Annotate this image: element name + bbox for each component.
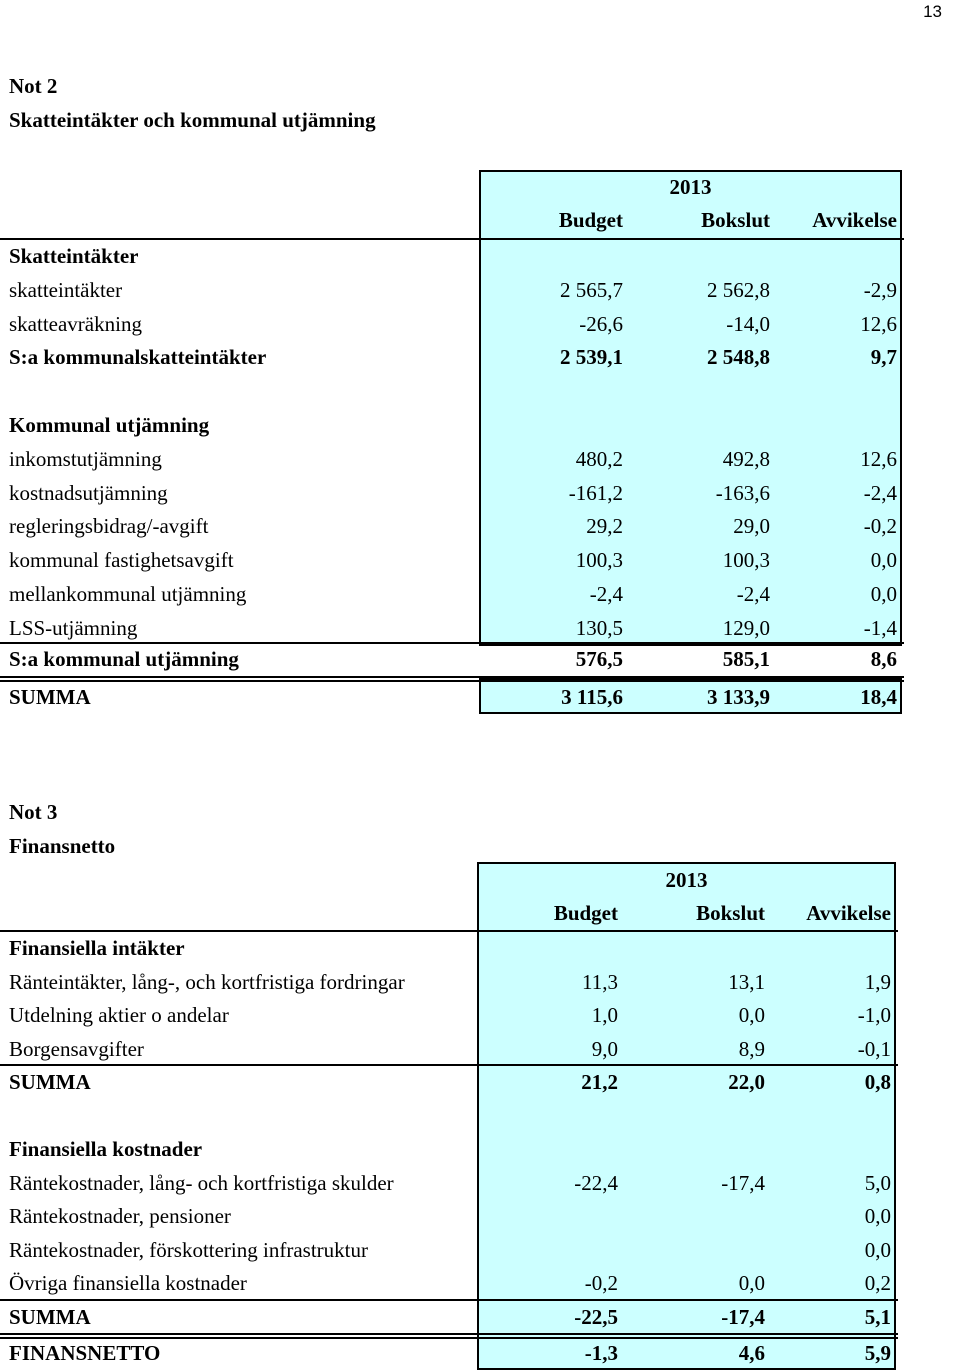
not3-row-label: Räntekostnader, lång- och kortfristiga skulder: [9, 1170, 394, 1195]
not2-row-label: SUMMA: [9, 685, 91, 709]
not3-subtitle: Finansnetto: [9, 834, 116, 858]
not2-row: [0, 612, 960, 645]
not3-row-value-bokslut: 22,0: [728, 1070, 765, 1094]
not2-row-value-budget: -161,2: [568, 480, 623, 505]
not2-row-value-budget: 29,2: [586, 514, 623, 539]
not2-title: Not 2: [9, 74, 58, 98]
not2-row: [0, 375, 960, 408]
not3-row-value-avvikelse: -0,1: [857, 1036, 891, 1061]
not3-row-value-bokslut: 8,9: [738, 1036, 765, 1061]
not2-row-label: Kommunal utjämning: [9, 413, 210, 437]
not2-row-value-bokslut: 100,3: [722, 548, 770, 573]
not2-row-value-avvikelse: 12,6: [860, 446, 897, 471]
not3-row: [0, 1100, 960, 1133]
not3-year: 2013: [665, 868, 708, 892]
not3-row-label: Borgensavgifter: [9, 1036, 144, 1061]
not2-row: [0, 643, 960, 676]
not2-col-bokslut: Bokslut: [701, 208, 770, 232]
not3-row: [0, 1167, 960, 1200]
not2-row-value-bokslut: 585,1: [722, 647, 770, 671]
not3-row-value-bokslut: -17,4: [721, 1304, 765, 1329]
not2-row: [0, 578, 960, 611]
not2-row-value-avvikelse: 9,7: [870, 345, 897, 370]
not3-title: Not 3: [9, 800, 58, 824]
not2-row-value-budget: 3 115,6: [561, 685, 623, 709]
not2-row-value-avvikelse: -0,2: [863, 514, 897, 539]
not2-year: 2013: [669, 175, 712, 199]
not3-row: [0, 1337, 960, 1370]
not2-row-value-avvikelse: -1,4: [863, 615, 897, 640]
not2-row-value-avvikelse: 0,0: [870, 582, 897, 606]
not2-row: [0, 308, 960, 341]
not3-row-value-budget: -0,2: [584, 1271, 618, 1295]
not2-row-value-bokslut: -14,0: [726, 311, 770, 336]
not2-row-value-budget: 576,5: [575, 647, 623, 671]
not2-row: [0, 544, 960, 577]
not3-row-value-avvikelse: 5,9: [864, 1341, 891, 1365]
not2-row: [0, 341, 960, 374]
not2-row-value-avvikelse: 12,6: [860, 311, 897, 336]
not2-row: [0, 681, 960, 714]
not2-row: [0, 240, 960, 273]
not3-row-value-budget: -22,5: [574, 1304, 618, 1329]
not2-row-value-bokslut: 3 133,9: [707, 685, 770, 709]
not2-row-label: kostnadsutjämning: [9, 480, 168, 505]
not2-col-budget: Budget: [558, 208, 623, 232]
not2-col-avvikelse: Avvikelse: [812, 208, 897, 232]
not3-row-label: SUMMA: [9, 1304, 91, 1329]
not2-row-value-avvikelse: -2,4: [863, 480, 897, 505]
not2-row-label: inkomstutjämning: [9, 446, 162, 471]
not2-row-value-budget: 480,2: [575, 446, 623, 471]
not3-col-avvikelse: Avvikelse: [806, 901, 891, 925]
not3-row-value-budget: 21,2: [581, 1070, 618, 1094]
not2-row: [0, 409, 960, 442]
not3-row-value-budget: -1,3: [584, 1341, 618, 1365]
not3-row-value-bokslut: -17,4: [721, 1170, 765, 1195]
not3-row-label: Övriga finansiella kostnader: [9, 1271, 247, 1295]
not2-row: [0, 477, 960, 510]
not3-row-label: Räntekostnader, pensioner: [9, 1204, 231, 1228]
not2-row-label: kommunal fastighetsavgift: [9, 548, 234, 573]
not2-row-value-avvikelse: -2,9: [863, 277, 897, 302]
not3-row-label: Utdelning aktier o andelar: [9, 1003, 229, 1027]
not2-subtitle: Skatteintäkter och kommunal utjämning: [9, 108, 376, 132]
not3-row: [0, 1200, 960, 1233]
not2-row-label: skatteavräkning: [9, 311, 142, 336]
not2-row-value-budget: 130,5: [575, 615, 623, 640]
not3-col-budget: Budget: [553, 901, 618, 925]
not2-row: [0, 274, 960, 307]
not3-row-value-budget: 9,0: [591, 1036, 618, 1061]
not2-row-label: LSS-utjämning: [9, 615, 138, 640]
not3-row-value-avvikelse: 5,0: [864, 1170, 891, 1195]
not3-row: [0, 1133, 960, 1166]
not2-row-value-bokslut: -2,4: [736, 582, 770, 606]
not2-row-value-avvikelse: 8,6: [870, 647, 897, 671]
not3-row: [0, 999, 960, 1032]
not2-row-value-budget: -2,4: [589, 582, 623, 606]
not2-row-value-bokslut: 29,0: [733, 514, 770, 539]
not3-row-value-budget: 1,0: [591, 1003, 618, 1027]
not3-row-label: Finansiella kostnader: [9, 1137, 203, 1161]
not3-col-bokslut: Bokslut: [696, 901, 765, 925]
not2-row-label: S:a kommunal utjämning: [9, 647, 239, 671]
not3-row: [0, 1033, 960, 1066]
not2-row-value-budget: 100,3: [575, 548, 623, 573]
not3-row-value-bokslut: 4,6: [738, 1341, 765, 1365]
not3-row-label: Ränteintäkter, lång-, och kortfristiga fordringar: [9, 969, 405, 994]
not3-row-value-avvikelse: -1,0: [857, 1003, 891, 1027]
not3-row-label: FINANSNETTO: [9, 1341, 161, 1365]
not2-row-label: skatteintäkter: [9, 277, 123, 302]
not3-row-value-budget: -22,4: [574, 1170, 618, 1195]
not3-row: [0, 1066, 960, 1099]
not2-row-value-bokslut: -163,6: [715, 480, 770, 505]
not3-row-value-avvikelse: 0,0: [864, 1237, 891, 1262]
not2-row: [0, 510, 960, 543]
not2-row-value-bokslut: 2 548,8: [707, 345, 770, 370]
not2-row-value-budget: 2 565,7: [560, 277, 623, 302]
not3-row-label: Finansiella intäkter: [9, 936, 185, 960]
not3-row-value-bokslut: 13,1: [728, 969, 765, 994]
not2-row-value-avvikelse: 0,0: [870, 548, 897, 573]
not3-row-value-avvikelse: 5,1: [864, 1304, 891, 1329]
not2-row-value-budget: -26,6: [579, 311, 623, 336]
not3-row: [0, 966, 960, 999]
page-number: 13: [923, 2, 942, 21]
not3-row-value-avvikelse: 1,9: [864, 969, 891, 994]
not3-row-value-bokslut: 0,0: [738, 1271, 765, 1295]
not3-row: [0, 1301, 960, 1334]
not2-row-value-avvikelse: 18,4: [860, 685, 897, 709]
not3-row-value-avvikelse: 0,0: [864, 1204, 891, 1228]
not3-row: [0, 1234, 960, 1267]
not2-row-value-bokslut: 492,8: [722, 446, 770, 471]
not2-row-label: Skatteintäkter: [9, 244, 139, 268]
not2-row-value-bokslut: 129,0: [722, 615, 770, 640]
not3-row-value-bokslut: 0,0: [738, 1003, 765, 1027]
not2-total-rule-top: [0, 676, 904, 678]
not2-row-label: regleringsbidrag/-avgift: [9, 514, 209, 539]
not3-row-label: Räntekostnader, förskottering infrastruktur: [9, 1237, 368, 1262]
not3-row-value-avvikelse: 0,2: [864, 1271, 891, 1295]
not3-row-value-avvikelse: 0,8: [864, 1070, 891, 1094]
not3-row-label: SUMMA: [9, 1070, 91, 1094]
not2-row-label: S:a kommunalskatteintäkter: [9, 345, 267, 370]
not3-row-value-budget: 11,3: [582, 969, 618, 994]
not2-row-value-bokslut: 2 562,8: [707, 277, 770, 302]
not3-row: [0, 932, 960, 965]
not2-row-value-budget: 2 539,1: [560, 345, 623, 370]
not2-row: [0, 443, 960, 476]
not3-row: [0, 1267, 960, 1300]
not2-row-label: mellankommunal utjämning: [9, 582, 247, 606]
